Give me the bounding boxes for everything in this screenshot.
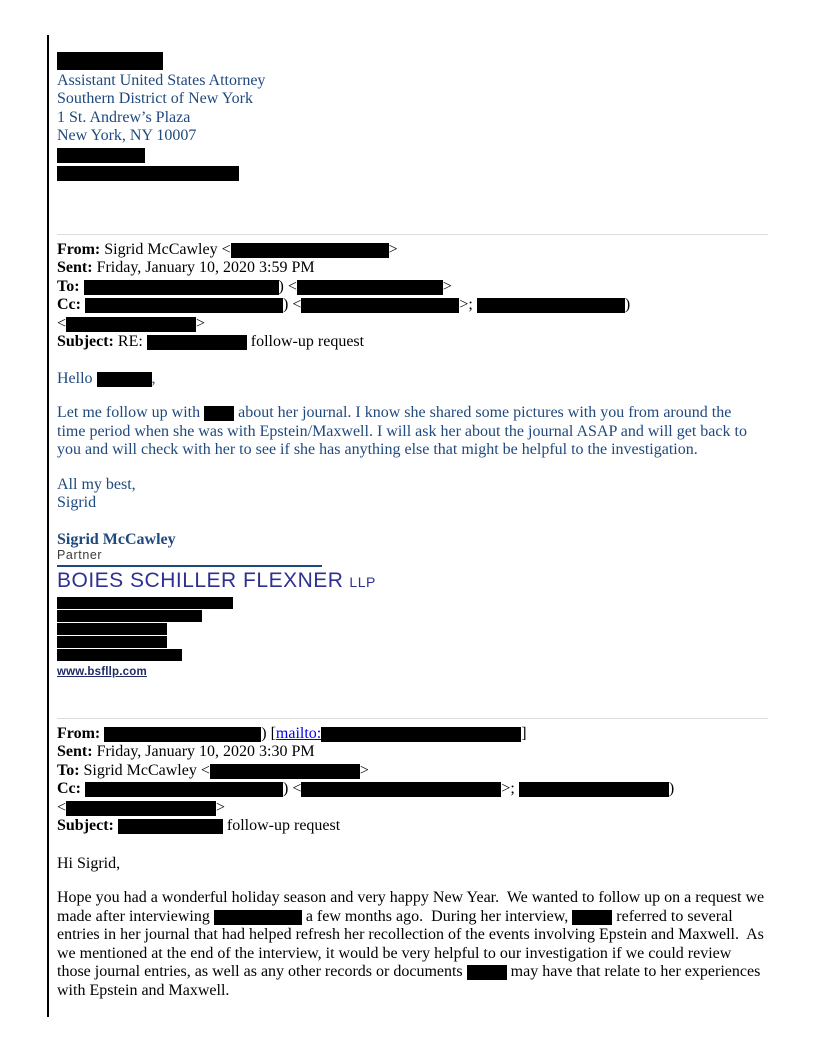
text-segment: we mentioned at the end of the interview, it would be very helpful to our investigation if we could review [57,944,732,962]
text-line [57,762,768,781]
text-line [57,799,768,818]
website-link[interactable]: www.bsfllp.com [57,665,147,678]
email2-body [57,889,768,1000]
text-segment: From: [57,724,105,742]
redaction-bar [57,166,239,181]
text-segment: > [196,314,206,332]
text-segment: Hope you had a wonderful holiday season and very happy New Year. We wanted to follow up on a request we [57,889,765,906]
text-line [57,926,768,945]
signature-divider [57,565,322,567]
signature-address-redacted [57,597,768,662]
email1-body [57,404,768,460]
text-segment: >; [501,780,519,797]
text-segment: > [442,277,452,295]
firm-name-suffix: LLP [349,573,376,590]
text-line [57,597,768,610]
text-segment: about her journal. I know she shared some pictures with you from around the [234,404,732,421]
text-segment: ) < [282,780,302,797]
text-line [57,636,768,649]
redaction-bar [297,280,443,295]
text-segment: ) < [278,277,297,295]
redaction-bar [85,782,283,797]
redaction-bar [301,298,459,313]
redaction-bar [301,782,501,797]
text-line [57,963,768,982]
text-segment: with Epstein and Maxwell. [57,981,230,999]
text-segment: Cc: [57,296,85,313]
divider [57,234,768,235]
redaction-bar [57,636,167,648]
text-line [57,164,768,183]
letterhead [57,52,768,183]
text-line [57,889,768,908]
text-segment: All my best, [57,475,136,493]
text-segment: Friday, January 10, 2020 3:59 PM [96,259,315,276]
text-line [57,494,768,513]
text-line [57,278,768,297]
redaction-bar [118,819,223,834]
text-segment: ] [521,724,527,742]
redaction-bar [57,597,233,609]
redaction-bar [572,910,612,925]
text-line [57,315,768,334]
redaction-bar [104,727,261,742]
firm-name-main: BOIES SCHILLER FLEXNER [57,568,344,592]
redaction-bar [66,317,196,332]
text-segment: Sigrid [57,494,97,511]
text-segment: < [57,798,67,816]
signature-block [57,530,768,680]
text-segment: Subject: [57,817,118,834]
email1-header [57,241,768,352]
redaction-bar [57,649,182,661]
text-line [57,441,768,460]
text-segment: Cc: [57,780,85,797]
text-line [57,855,768,874]
email1-closing [57,476,768,513]
email1-greeting [57,370,768,389]
text-line [57,945,768,964]
text-segment: time period when she was with Epstein/Maxwell. I will ask her about the journal ASAP and will get back to [57,422,747,440]
text-line [57,817,768,836]
page-content [57,52,768,1000]
text-line [57,241,768,260]
redaction-bar [204,406,234,421]
redaction-bar [467,965,507,980]
text-segment: 1 St. Andrew’s Plaza [57,108,191,126]
text-segment: Hi Sigrid, [57,854,121,872]
text-segment: made after interviewing [57,907,214,925]
text-line [57,908,768,927]
text-segment: Southern District of New York [57,90,253,107]
text-line [57,423,768,442]
text-segment: Sent: [57,743,97,760]
text-segment: To: [57,761,84,779]
redaction-bar [66,801,216,816]
text-segment: may have that relate to her experiences [506,963,761,980]
redaction-bar [97,372,152,387]
text-line [57,333,768,352]
redaction-bar [84,280,279,295]
text-segment: ) [624,296,631,313]
redaction-bar [321,727,521,742]
text-segment: >; [459,296,477,313]
text-segment: ) < [282,296,302,313]
redaction-bar [85,298,283,313]
text-segment: referred to several [612,907,733,925]
divider [57,718,768,719]
text-segment: follow-up request [222,817,341,834]
text-line [57,127,768,146]
text-segment: < [57,314,67,332]
text-line [57,476,768,495]
text-segment: Sent: [57,259,97,276]
text-segment: ) [ [261,724,276,742]
text-line [57,72,768,91]
text-line [57,90,768,109]
text-line [57,780,768,799]
text-line [57,725,768,744]
redaction-bar [477,298,625,313]
text-line [57,370,768,389]
text-segment: > [216,798,226,816]
text-segment: a few months ago. During her interview, [301,907,573,925]
text-segment: > [359,761,369,779]
text-segment: From: [57,240,105,258]
redaction-bar [57,610,202,622]
signature-name: Sigrid McCawley [57,530,176,548]
signature-title: Partner [57,547,103,562]
redaction-bar [147,335,247,350]
text-segment: those journal entries, as well as any other records or documents [57,963,467,980]
redaction-bar [231,243,389,258]
text-segment: Friday, January 10, 2020 3:30 PM [96,743,315,760]
text-segment: > [388,240,398,258]
redaction-bar [210,764,360,779]
text-line [57,259,768,278]
text-line [57,982,768,1001]
text-segment: Sigrid McCawley < [104,240,231,258]
redaction-bar [214,910,302,925]
redaction-bar [57,52,163,70]
text-segment: To: [57,277,84,295]
text-segment: Let me follow up with [57,404,205,421]
text-line [57,109,768,128]
text-line [57,649,768,662]
text-segment: Sigrid McCawley < [83,761,210,779]
email2-header [57,725,768,836]
email2-greeting [57,855,768,874]
text-line [57,296,768,315]
redaction-bar [57,148,145,163]
text-line [57,623,768,636]
redaction-bar [519,782,669,797]
text-segment: Subject: [57,333,118,350]
text-segment: ) [668,780,675,797]
text-segment: you and will check with her to see if she has anything else that might be helpful to the investigation. [57,441,698,458]
redaction-bar [57,623,167,635]
text-segment: Assistant United States Attorney [57,71,266,89]
text-line [57,404,768,423]
text-segment: Hello [57,369,97,387]
text-segment: , [151,369,156,387]
text-segment: entries in her journal that had helped refresh her recollection of the events involving Epstein and Maxwell. As [57,926,764,943]
firm-name [57,569,768,594]
mailto-link[interactable]: mailto: [275,724,322,742]
text-segment: RE: [117,333,147,350]
text-segment: follow-up request [246,333,365,350]
quote-border-line [47,35,49,1017]
text-line [57,610,768,623]
text-line [57,52,768,72]
text-line [57,146,768,165]
text-segment: New York, NY 10007 [57,127,197,144]
text-line [57,743,768,762]
